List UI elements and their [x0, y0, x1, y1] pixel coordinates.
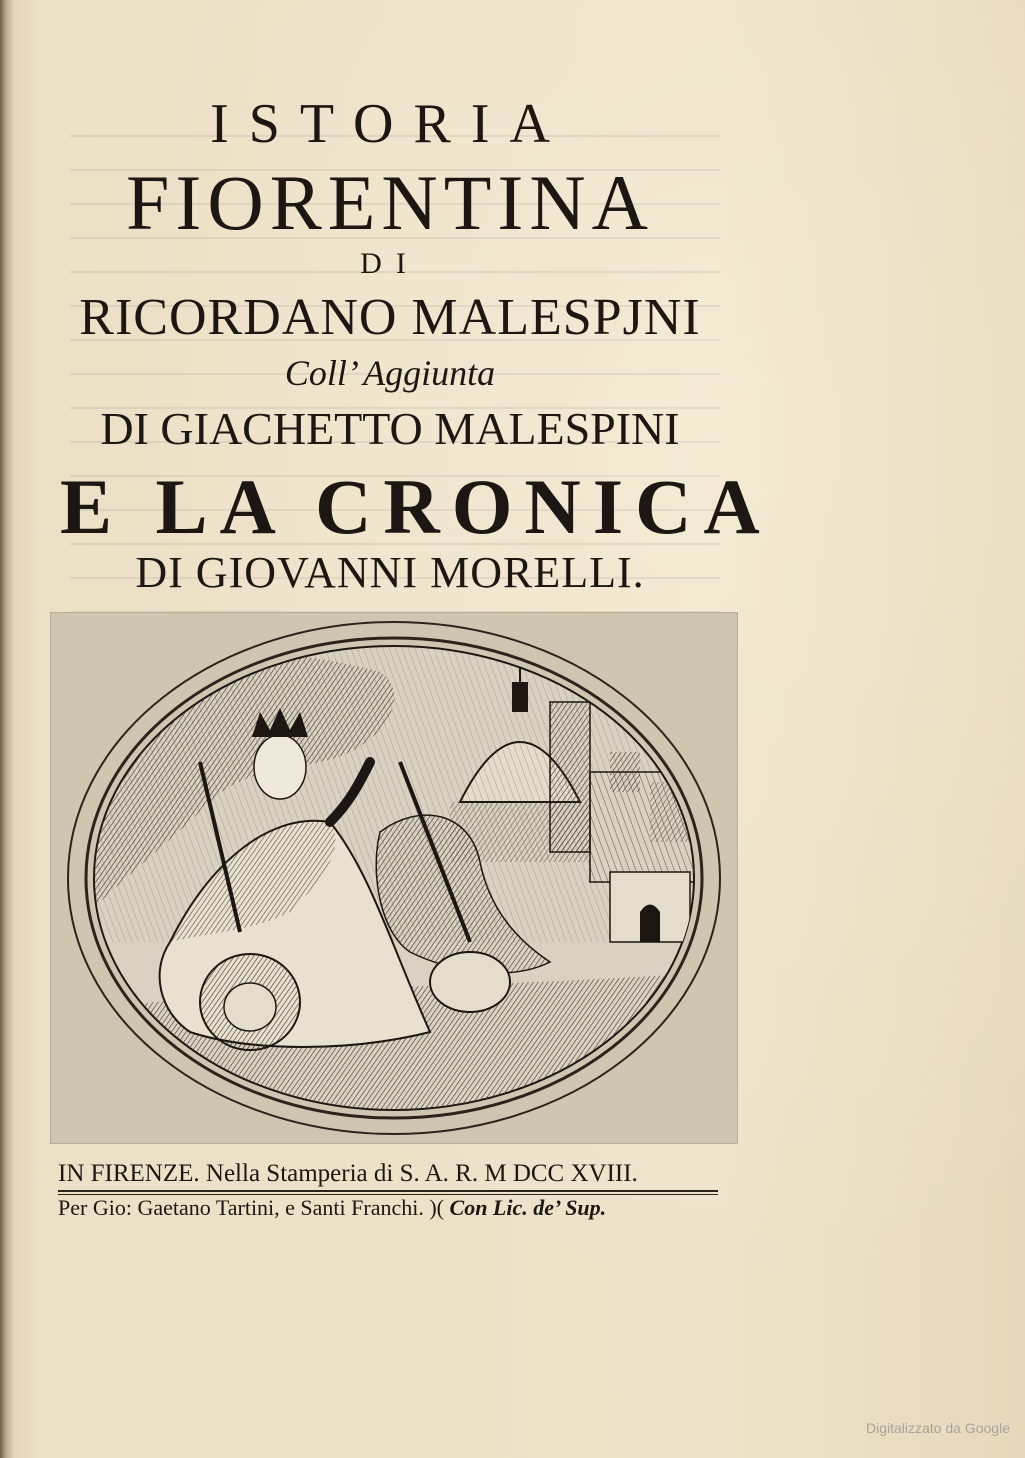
- title-istoria: ISTORIA: [210, 93, 570, 155]
- title-cronica: E LA CRONICA: [60, 463, 772, 550]
- author-morelli: DI GIOVANNI MORELLI.: [135, 548, 645, 597]
- author-ricordano: RICORDANO MALESPJNI: [79, 289, 701, 346]
- imprint-printers: Per Gio: Gaetano Tartini, e Santi Franchi. )(: [58, 1195, 445, 1220]
- title-aggiunta: Coll’ Aggiunta: [284, 353, 496, 393]
- imprint-rule: [58, 1190, 718, 1192]
- imprint-line-1: IN FIRENZE. Nella Stamperia di S. A. R. M DCC XVIII.: [58, 1160, 638, 1187]
- title-fiorentina: FIORENTINA: [126, 159, 654, 246]
- engraving-plate: [50, 612, 738, 1144]
- author-giachetto: DI GIACHETTO MALESPINI: [100, 403, 680, 454]
- imprint-license: Con Lic. de’ Sup.: [449, 1195, 607, 1220]
- google-watermark: Digitalizzato da Google: [866, 1420, 1010, 1436]
- imprint-line-2: [58, 1195, 720, 1221]
- title-di: DI: [360, 247, 420, 280]
- florence-allegory-engraving: [50, 612, 738, 1144]
